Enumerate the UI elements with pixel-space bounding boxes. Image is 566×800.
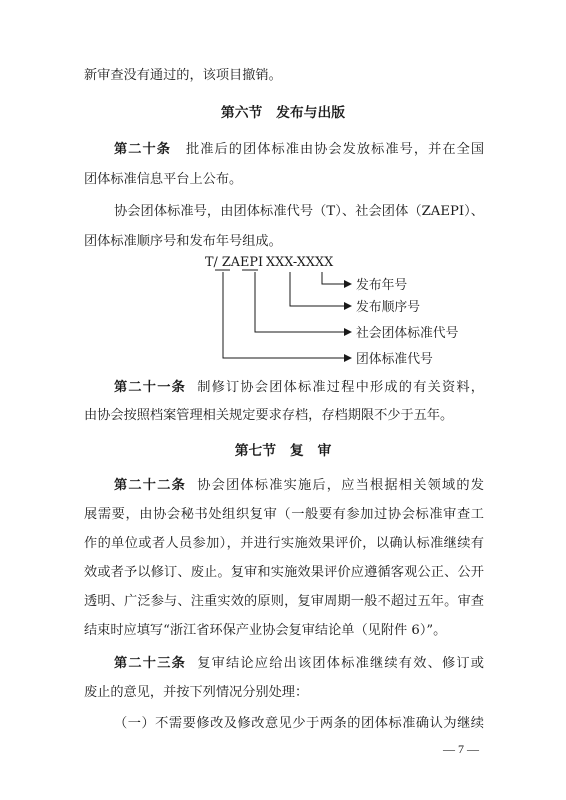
page-number: — 7 — bbox=[443, 742, 479, 756]
diagram-connector-lines bbox=[215, 270, 344, 358]
section-heading-7: 第七节 复 审 bbox=[234, 443, 332, 459]
article-21-text: 制修订协会团体标准过程中形成的有关资料， bbox=[196, 380, 484, 395]
article-23-item-1: （一）不需要修改及修改意见少于两条的团体标准确认为继续 bbox=[114, 716, 484, 731]
article-21-line-2: 由协会按照档案管理相关规定要求存档，存档期限不少于五年。 bbox=[84, 408, 454, 423]
article-23-label: 第二十三条 bbox=[114, 656, 186, 671]
article-21-label: 第二十一条 bbox=[114, 380, 186, 395]
article-23-line-2: 废止的意见，并按下列情况分别处理： bbox=[84, 685, 309, 700]
article-20-line-2: 团体标准信息平台上公布。 bbox=[84, 172, 243, 187]
numbering-paragraph-line-1: 协会团体标准号，由团体标准代号（T）、社会团体（ZAEPI）、 bbox=[114, 204, 484, 219]
article-21-line-1 bbox=[114, 378, 484, 398]
diagram-label-sequence: 发布顺序号 bbox=[356, 300, 420, 315]
article-22-label: 第二十二条 bbox=[114, 478, 186, 493]
diagram-label-org-code: 社会团体标准代号 bbox=[356, 326, 459, 341]
diagram-label-group-code: 团体标准代号 bbox=[356, 352, 433, 367]
article-22-line-1 bbox=[114, 476, 484, 496]
article-20-text: 批准后的团体标准由协会发放标准号，并在全国 bbox=[184, 142, 485, 157]
diagram-label-year: 发布年号 bbox=[356, 278, 408, 293]
article-22-line-5: 透明、广泛参与、注重实效的原则，复审周期一般不超过五年。审查 bbox=[84, 594, 484, 609]
article-23-line-1 bbox=[114, 654, 484, 674]
article-22-text: 协会团体标准实施后，应当根据相关领域的发 bbox=[196, 478, 484, 493]
article-22-line-3: 作的单位或者人员参加），并进行实施效果评价，以确认标准继续有 bbox=[84, 536, 484, 551]
section-heading-6: 第六节 发布与出版 bbox=[220, 105, 346, 121]
article-22-line-6: 结束时应填写“浙江省环保产业协会复审结论单（见附件 6）”。 bbox=[84, 623, 447, 638]
numbering-paragraph-line-2: 团体标准顺序号和发布年号组成。 bbox=[84, 234, 282, 249]
article-22-line-2: 展需要，由协会秘书处组织复审（一般要有参加过协会标准审查工 bbox=[84, 507, 484, 522]
diagram-code-prefix: T/ ZAEPI bbox=[205, 255, 264, 270]
article-20-label: 第二十条 bbox=[114, 142, 171, 157]
article-22-line-4: 效或者予以修订、废止。复审和实施效果评价应遵循客观公正、公开 bbox=[84, 565, 484, 580]
paragraph-continuation: 新审查没有通过的，该项目撤销。 bbox=[84, 68, 282, 83]
article-23-text: 复审结论应给出该团体标准继续有效、修订或 bbox=[196, 656, 484, 671]
diagram-code-suffix: XXX-XXXX bbox=[266, 255, 334, 270]
diagram-arrowheads bbox=[344, 280, 352, 362]
